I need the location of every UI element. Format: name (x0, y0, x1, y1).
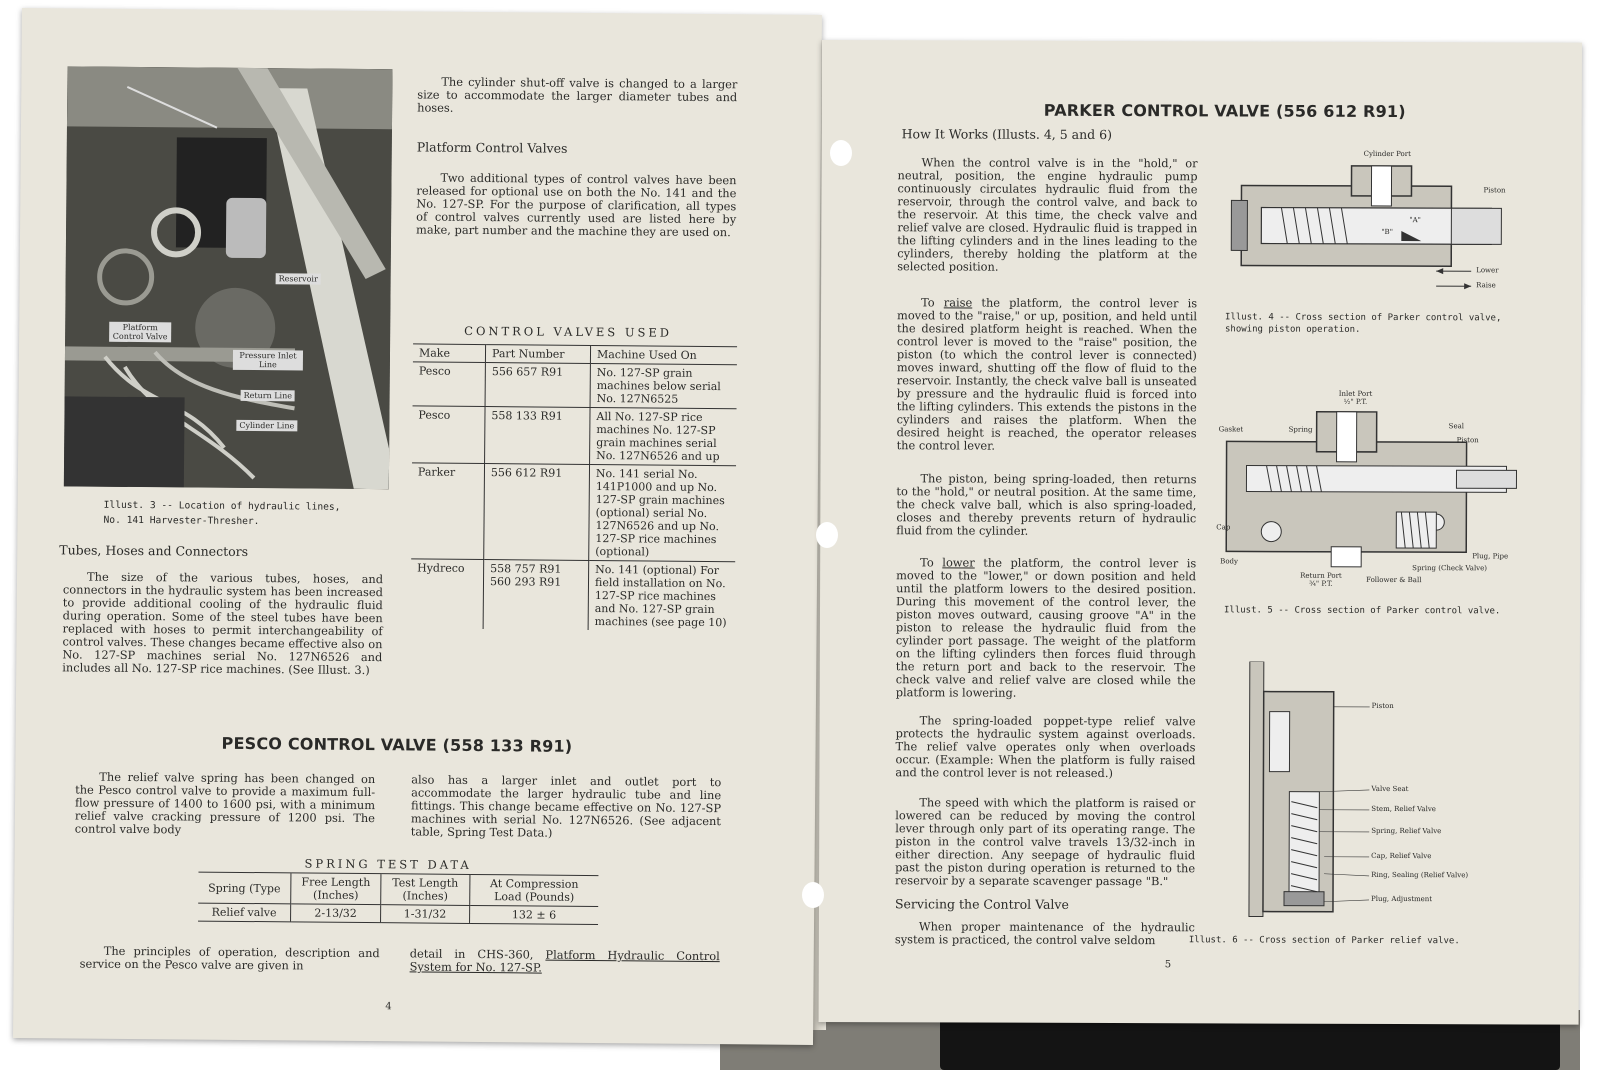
label-ring-sealing: Ring, Sealing (Relief Valve) (1371, 870, 1469, 880)
table-header-machine-used-on: Machine Used On (590, 345, 737, 364)
table-cell-make: Pesco (412, 406, 485, 464)
spring-cell-free: 2-13/32 (291, 904, 381, 923)
table-row (411, 559, 736, 631)
label-follower-ball: Follower & Ball (1366, 575, 1422, 585)
illust4-caption (1225, 311, 1501, 336)
parker-heading: PARKER CONTROL VALVE (556 612 R91) (1043, 100, 1406, 122)
illust4-caption-line2: showing piston operation. (1224, 324, 1361, 335)
table-cell-make: Parker (411, 463, 484, 560)
left-page (13, 8, 822, 1045)
label-inlet-port: Inlet Port (1338, 389, 1373, 398)
spring-header-free-length: Free Length (Inches) (291, 873, 381, 905)
label-seal: Seal (1448, 422, 1465, 431)
table-row (412, 406, 736, 466)
harvester-photo-image (64, 66, 393, 489)
table-cell-machine: All No. 127-SP rice machines No. 127-SP grain machines serial No. 127N6526 and up (590, 407, 737, 465)
label-plug-adjustment: Plug, Adjustment (1370, 894, 1433, 904)
parker-paragraph-2 (897, 296, 1198, 453)
table-header-make: Make (413, 344, 486, 363)
table-cell-part: 556 612 R91 (484, 464, 590, 561)
parker-paragraph-5: The spring-loaded poppet-type relief valve protects the hydraulic system against overloads. The relief valve operates only when overloads occur. (Example: When the platform is fully raised and the control lever is not released.) (895, 713, 1196, 781)
illust5-inlet-labels (1339, 390, 1373, 406)
photo-label-reservoir: Reservoir (276, 273, 321, 284)
illust4-diagram (1221, 145, 1522, 306)
label-spring: Spring (1288, 425, 1313, 434)
label-return-size: ¾" P.T. (1309, 579, 1333, 588)
parker-paragraph-1: When the control valve is in the "hold," or neutral, position, the engine hydraulic pump continuously circulates hydraulic fluid from the reservoir, through the control valve, and back to the reservoir. At this time, the check valve and relief valve are closed. Hydraulic fluid is trapped in the lifting cylinders and in the lines leading to the cylinders, thereby holding the platform at the selected position. (897, 155, 1198, 274)
intro-paragraph: The cylinder shut-off valve is changed to a larger size to accommodate the larger diameter tubes and hoses. (417, 74, 738, 115)
photo-label-return-line: Return Line (241, 390, 296, 401)
label-spring-relief: Spring, Relief Valve (1371, 826, 1442, 836)
raise-word: raise (943, 295, 973, 310)
spring-header-compression-load: At Compression Load (Pounds) (470, 874, 599, 906)
right-page (819, 40, 1582, 1025)
tubes-hoses-heading: Tubes, Hoses and Connectors (59, 542, 249, 559)
table-cell-machine: No. 127-SP grain machines below serial No. 127N6525 (590, 363, 737, 408)
page-number-right: 5 (1164, 959, 1172, 971)
label-piston-6: Piston (1371, 701, 1394, 710)
how-it-works-heading: How It Works (Illusts. 4, 5 and 6) (901, 126, 1112, 143)
label-cap-relief: Cap, Relief Valve (1371, 851, 1432, 861)
platform-control-valves-heading: Platform Control Valves (416, 139, 568, 156)
lower-word: lower (942, 555, 975, 570)
illust5-return-labels (1300, 572, 1342, 588)
table-cell-part: 558 133 R91 (485, 407, 590, 465)
spring-header-type: Spring (Type (198, 872, 291, 904)
table-cell-machine: No. 141 (optional) For field installation on No. 127-SP rice machines and No. 127-SP grain machines (see page 10) (588, 560, 735, 631)
spring-cell-test: 1-31/32 (381, 905, 470, 924)
paragraph-lead: To (920, 555, 934, 570)
paragraph-text: the platform, the control lever is moved to the "lower," or down position and held until the platform lowers to the desired position. During this movement of the control lever, the piston moves outward, causing groove "A" in the piston to release the hydraulic fluid from the cylinder port passage. The weight of the platform on the lifting cylinders then forces fluid through the return port and back to the reservoir. The check valve and relief valve are closed while the platform is lowering. (895, 555, 1197, 700)
label-piston-5: Piston (1456, 436, 1479, 445)
binder-hole (830, 140, 852, 166)
table-cell-machine: No. 141 serial No. 141P1000 and up No. 127-SP grain machines (optional) serial No. 127N6526 and up No. 127-SP rice machines (optional) (589, 464, 736, 561)
photo-label-platform-control-valve: Platform Control Valve (109, 322, 171, 343)
label-valve-seat: Valve Seat (1371, 784, 1409, 794)
illust5-diagram (1216, 381, 1537, 592)
illust3-caption-line2: No. 141 Harvester-Thresher. (103, 514, 260, 528)
label-return-port: Return Port (1300, 571, 1342, 580)
control-valves-table-title: CONTROL VALVES USED (464, 323, 673, 340)
illust6-caption: Illust. 6 -- Cross section of Parker relief valve. (1188, 935, 1460, 947)
principles-text: detail in CHS-360, (409, 946, 534, 962)
table-row (411, 463, 736, 562)
label-cylinder-port: Cylinder Port (1363, 149, 1411, 159)
table-cell-make: Pesco (413, 362, 486, 407)
label-raise: Raise (1476, 281, 1496, 290)
table-header-part-number: Part Number (485, 345, 590, 364)
page-number-left: 4 (385, 1001, 392, 1013)
binder-hole (802, 882, 824, 908)
label-passage-b: "B" (1381, 227, 1393, 236)
servicing-heading: Servicing the Control Valve (894, 896, 1069, 912)
illust6-diagram (1239, 661, 1480, 922)
spring-cell-type: Relief valve (198, 903, 291, 922)
spring-row (198, 903, 598, 924)
table-cell-make: Hydreco (417, 561, 465, 575)
platform-control-valves-paragraph: Two additional types of control valves have been released for optional use on both the No. 141 and the No. 127-SP. For the purpose of clarification, all types of control valves currently used are listed here by make, part number and the machine they are used on. (416, 170, 737, 240)
principles-paragraph-col1: The principles of operation, description and service on the Pesco valve are given in (79, 943, 380, 973)
label-gasket: Gasket (1218, 425, 1244, 434)
photo-label-pressure-inlet-line: Pressure Inlet Line (233, 350, 303, 371)
label-body: Body (1220, 557, 1238, 566)
parker-paragraph-6: The speed with which the platform is raised or lowered can be reduced by moving the control lever through only part of its operating range. The piston in the control valve travels 13/32-inch in either direction. Any seepage of hydraulic fluid past the piston during operation is returned to the reservoir by a separate scavenger passage "B." (895, 795, 1196, 889)
spring-header-test-length: Test Length (Inches) (381, 874, 470, 906)
spring-test-data-table (198, 872, 598, 925)
label-stem-relief: Stem, Relief Valve (1371, 804, 1436, 814)
pesco-paragraph-col2: also has a larger inlet and outlet port to accommodate the larger hydraulic tube and line fittings. This change became effective on No. 127-SP machines with serial No. 127N6526. (See adjacent table, Spring Test Data.) (410, 772, 722, 840)
illust4-caption-line1: Illust. 4 -- Cross section of Parker control valve, (1225, 312, 1502, 324)
illust5-valve-section (1216, 381, 1537, 592)
servicing-paragraph: When proper maintenance of the hydraulic system is practiced, the control valve seldom (894, 919, 1195, 948)
principles-paragraph-col2 (410, 947, 720, 976)
pesco-heading: PESCO CONTROL VALVE (558 133 R91) (221, 733, 573, 756)
paragraph-lead: To (921, 295, 935, 310)
spring-cell-load: 132 ± 6 (469, 905, 598, 924)
pesco-paragraph-col1: The relief valve spring has been changed on the Pesco control valve to provide a maximum full-flow pressure of 1400 to 1600 psi, with a minimum relief valve cracking pressure of 1200 psi. The control valve body (74, 769, 376, 837)
parker-paragraph-4 (896, 556, 1196, 700)
illust5-caption: Illust. 5 -- Cross section of Parker control valve. (1223, 605, 1501, 617)
table-row (413, 362, 737, 409)
paragraph-text: the platform, the control lever is moved to the "raise," or up, position, and held until the desired platform height is reached. When the control lever is moved to the "raise" position, the piston (to which the control lever is connected) moves inward, shutting off the flow of fluid to the reservoir. Instantly, the check valve ball is unseated by pressure and the hydraulic fluid is forced into the lifting cylinders. This extends the pistons in the cylinders and raises the platform. When the desired height is reached, the operator releases the control lever. (896, 295, 1198, 453)
harvester-photo (64, 66, 393, 489)
label-cap: Cap (1216, 523, 1231, 532)
control-valves-table (411, 343, 737, 631)
tubes-hoses-paragraph: The size of the various tubes, hoses, and connectors in the hydraulic system has been increased to provide additional cooling of the hydraulic fluid during operation. Some of the steel tubes have been replaced with hoses to permit interchangeability of control valves. These changes became effective also on No. 127-SP machines serial No. 127N6526 and includes all No. 127-SP rice machines. (See Illust. 3.) (62, 569, 384, 678)
chs-360-reference: Platform Hydraulic Control System for No. 127-SP. (409, 947, 720, 975)
table-cell-part: 558 757 R91 560 293 R91 (483, 560, 589, 630)
label-plug-pipe: Plug, Pipe (1472, 552, 1509, 561)
label-groove-a: "A" (1409, 216, 1421, 225)
table-cell-part: 556 657 R91 (485, 363, 590, 408)
label-inlet-size: ½" P.T. (1343, 397, 1368, 406)
label-piston-4: Piston (1483, 186, 1506, 195)
label-spring-check: Spring (Check Valve) (1412, 564, 1488, 573)
label-lower: Lower (1476, 266, 1499, 275)
parker-paragraph-3: The piston, being spring-loaded, then returns to the "hold," or neutral position. At the same time, the check valve ball, which is also spring-loaded, closes and thereby prevents return of hydraulic fluid from the cylinder. (896, 471, 1197, 538)
photo-label-cylinder-line: Cylinder Line (236, 420, 297, 432)
binder-hole (816, 522, 838, 548)
illust3-caption-line1: Illust. 3 -- Location of hydraulic lines, (103, 499, 341, 513)
illust6-relief-valve-section (1239, 661, 1480, 922)
spring-test-data-title: SPRING TEST DATA (304, 856, 472, 872)
